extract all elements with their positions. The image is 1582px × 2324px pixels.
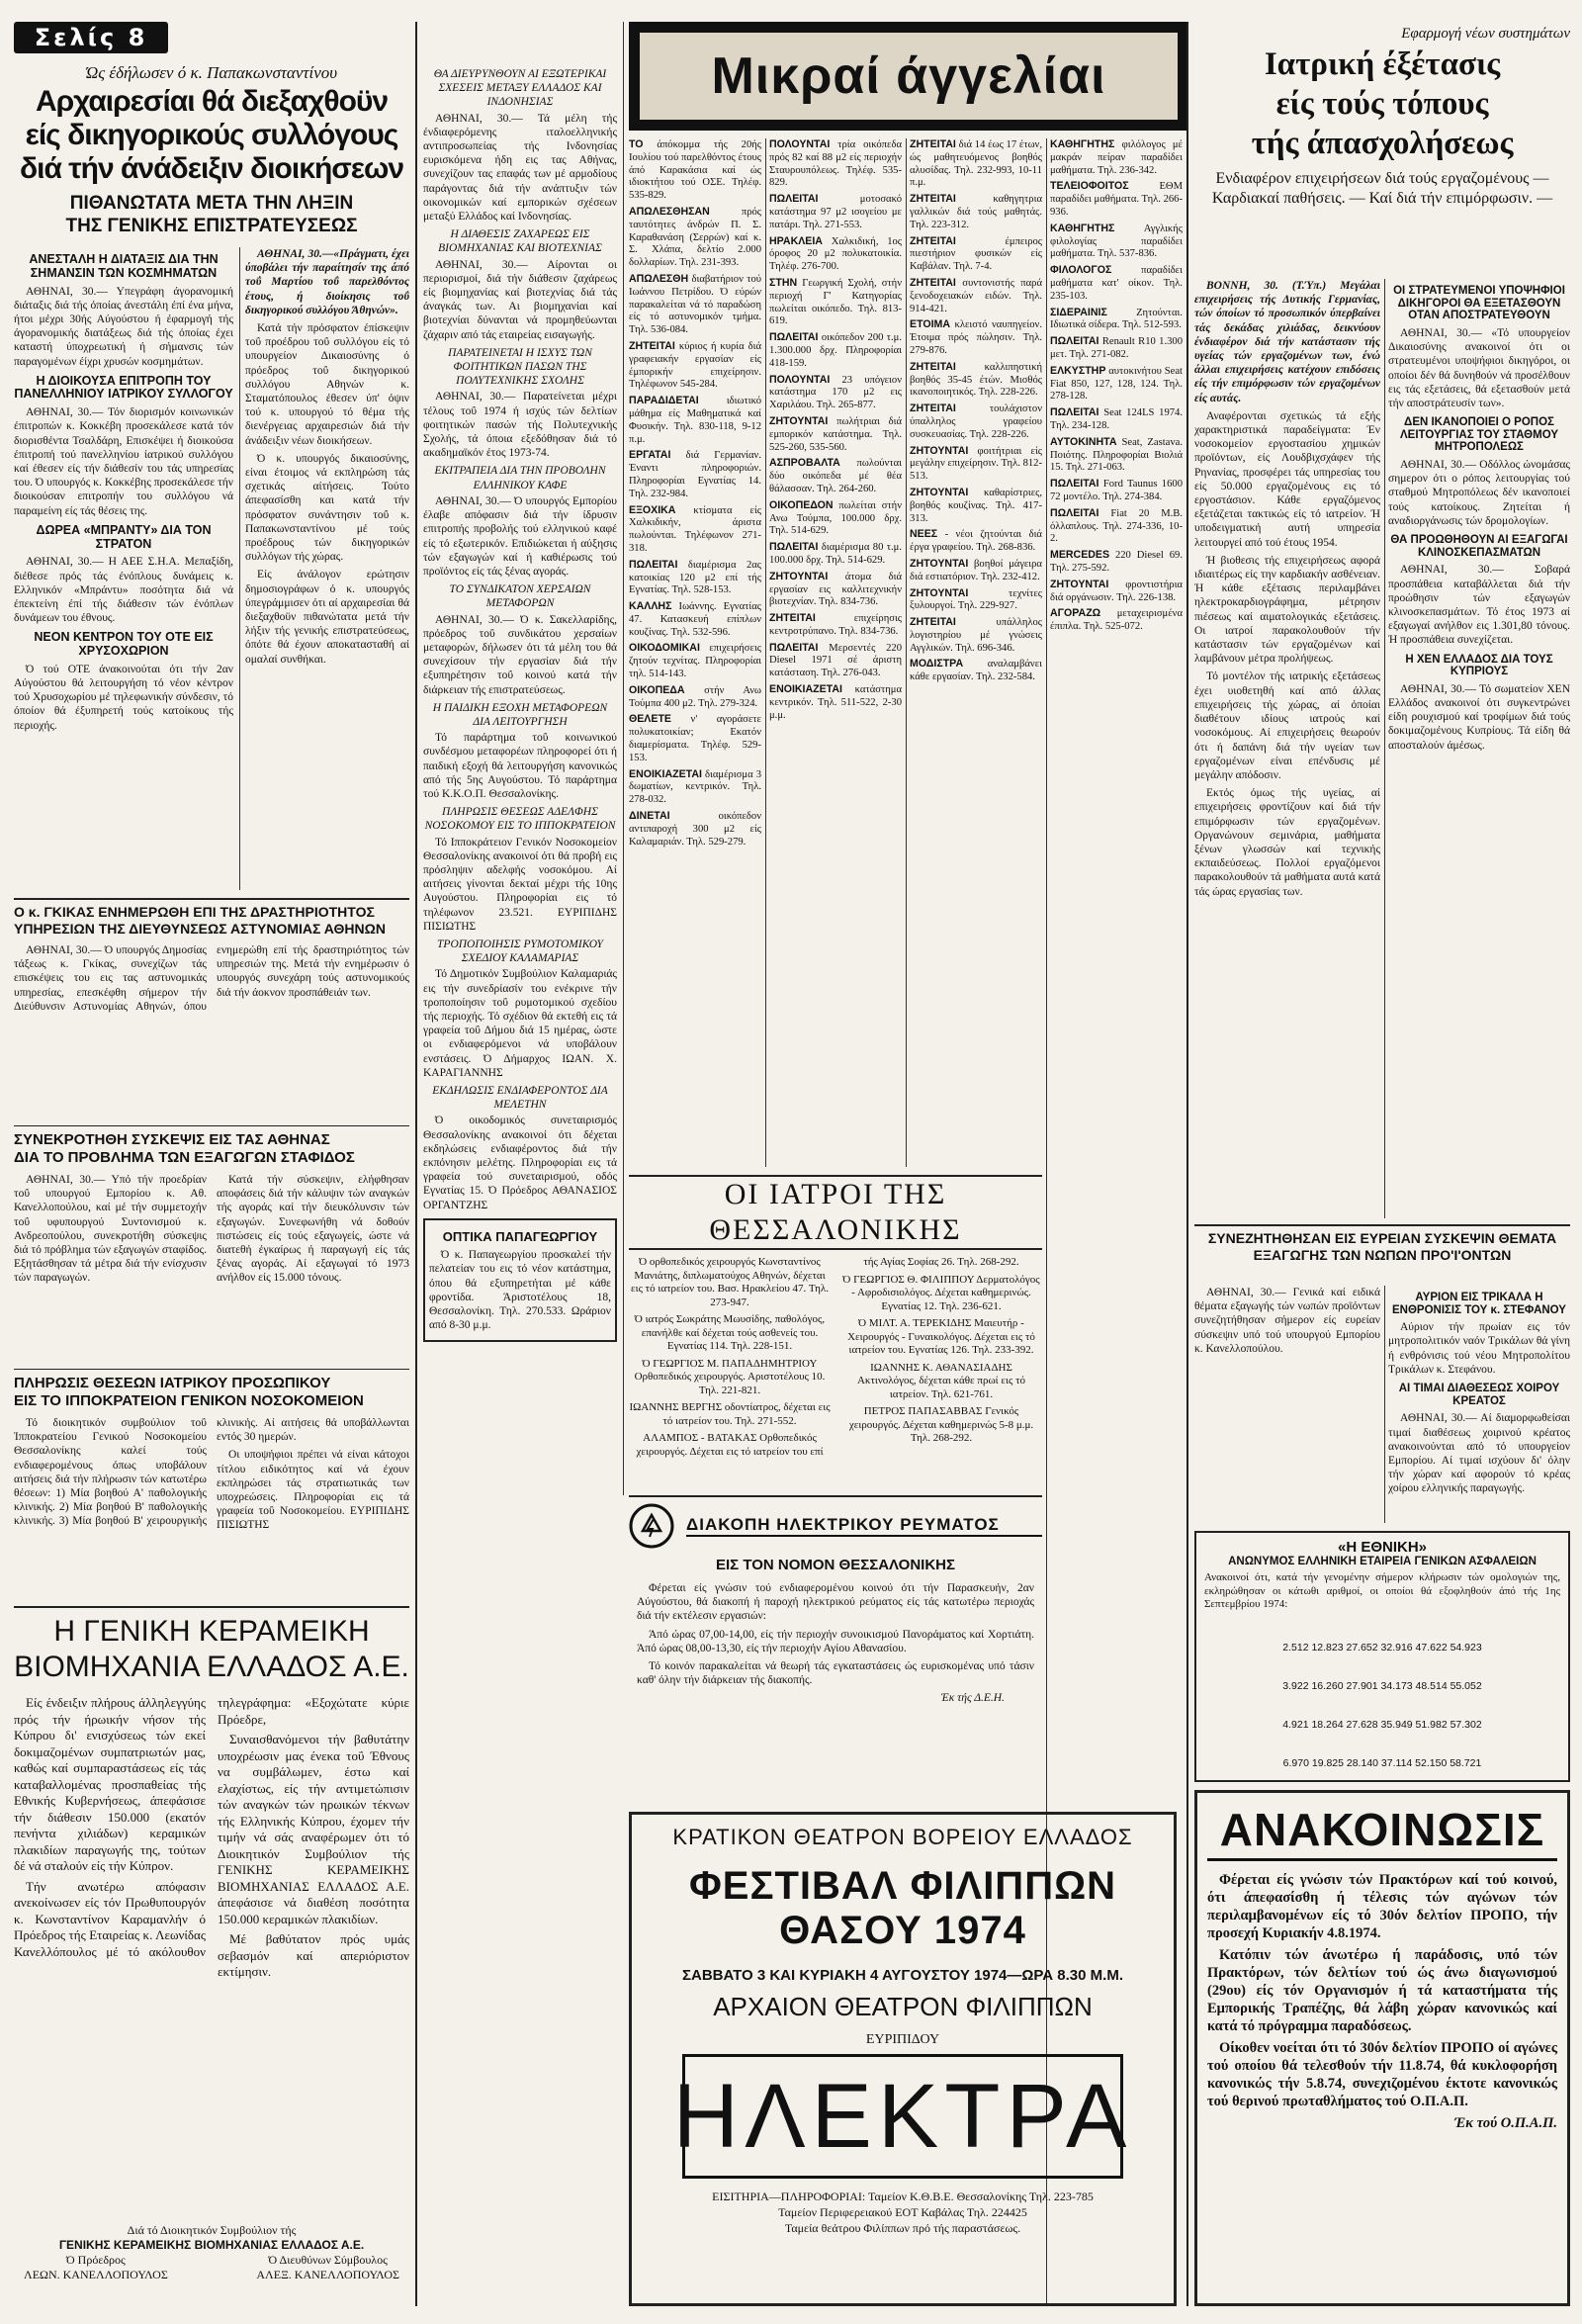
hospital-title-line-1: ΠΛΗΡΩΣΙΣ ΘΕΣΕΩΝ ΙΑΤΡΙΚΟΥ ΠΡΟΣΩΠΙΚΟΥ bbox=[14, 1375, 331, 1391]
brief-paragraph-transport-union: ΑΘΗΝΑΙ, 30.— Ό κ. Σακελλαρίδης, πρόεδρος τοΰ συνδικάτου χερσαίων μεταφορών, δήλωσεν ότι τά μέλη του θά συνεχίσουν τήν εργασίαν διά τήν εξυπηρέτησιν τοΰ κοινού κατά τήν διάρκειαν τής επιστρατεύσεως. bbox=[423, 613, 617, 696]
classified-ad: ΖΗΤΟΥΝΤΑΙ βοηθοί μάγειρα διά εστιατόριον. Τηλ. 232-412. bbox=[910, 557, 1042, 582]
lead-deck bbox=[14, 192, 409, 237]
lead-column-2 bbox=[245, 247, 409, 890]
ceramics-sig-name-1: ΛΕΩΝ. ΚΑΝΕΛΛΟΠΟΥΛΟΣ bbox=[24, 2268, 168, 2281]
power-outage-body bbox=[629, 1581, 1042, 1706]
ceramics-sig-line-1: Διά τό Διοικητικόν Συμβούλιον τής bbox=[127, 2223, 297, 2237]
brief-paragraph-coffee: ΑΘΗΝΑΙ, 30.— Ό υπουργός Εμπορίου έλαβε απόφασιν διά τήν ίδρυσιν επιτροπής προβολής τού ελληνικού καφέ είς τό εξωτερικόν. Επιδιώκεται ή αύξησις τών εξαγωγών καί ή καθιέρωσις τού προϊόντος είς τάς ξένας αγοράς. bbox=[423, 494, 617, 578]
classified-ad: ΟΙΚΟΠΕΔΑ στήν Ανω Τούμπα 400 μ2. Τηλ. 279-324. bbox=[629, 683, 761, 709]
classified-ad: ΣΤΗΝ Γεωργική Σχολή, στήν περιοχή Γ' Κατηγορίας πωλείται οικόπεδο. Τηλ. 813-619. bbox=[769, 276, 902, 327]
right-briefs-lower bbox=[1388, 1286, 1570, 1523]
police-story-title: Ο κ. ΓΚΙΚΑΣ ΕΝΗΜΕΡΩΘΗ ΕΠΙ ΤΗΣ ΔΡΑΣΤΗΡΙΟΤΗΤΟΣ ΥΠΗΡΕΣΙΩΝ ΤΗΣ ΔΙΕΥΘΥΝΣΕΩΣ ΑΣΤΥΝΟΜΙΑΣ ΑΘΗΝΩΝ bbox=[14, 904, 386, 937]
theatre-author: ΕΥΡΙΠΙΔΟΥ bbox=[865, 2032, 940, 2047]
classified-ad: ΠΩΛΕΙΤΑΙ οικόπεδον 200 τ.μ. 1.300.000 δρχ. Πληροφορίαι 418-159. bbox=[769, 331, 902, 369]
insurance-number-row: 3.922 16.260 27.901 34.173 48.514 55.052 bbox=[1282, 1679, 1482, 1692]
theatre-organizer: ΚΡΑΤΙΚΟΝ ΘΕΑΤΡΟΝ ΒΟΡΕΙΟΥ ΕΛΛΑΔΟΣ bbox=[672, 1825, 1133, 1849]
classified-ad: ΖΗΤΕΙΤΑΙ καλλιπηστική βοηθός 35-45 έτών. Μισθός ικανοποιητικός. Τηλ. 228-226. bbox=[910, 360, 1042, 399]
brief-paragraph-children-camp: Τό παράρτημα τοΰ κοινωνικού συνδέσμου μεταφορέων πληροφορεί ότι ή παιδική εξοχή θά λειτουργήση κανονικώς από τής 5ης Αυγούστου. Τό παράρτημα τού Κ.Κ.Ο.Π. Θεσσαλονίκης. bbox=[423, 732, 617, 800]
theatre-festival-ad bbox=[629, 1812, 1177, 2306]
column-rule bbox=[623, 22, 624, 1495]
opap-signature: Έκ τού Ο.Π.Α.Π. bbox=[1454, 2115, 1557, 2131]
brief-title-nurse: ΠΛΗΡΩΣΙΣ ΘΕΣΕΩΣ ΑΔΕΛΦΗΣ ΝΟΣΟΚΟΜΟΥ ΕΙΣ ΤΟ ΙΠΠΟΚΡΑΤΕΙΟΝ bbox=[424, 806, 616, 833]
classified-ad: ΟΙΚΟΠΕΔΟΝ πωλείται στήν Ανω Τούμπα, 100.000 δρχ. Τηλ. 514-629. bbox=[769, 498, 902, 537]
ceramics-title bbox=[14, 1614, 409, 1685]
power-outage-paragraph-1: Φέρεται είς γνώσιν τού ενδιαφερομένου κοινού ότι τήν Παρασκευήν, 2αν Αύγούστου, θά διακοπή ή παροχή ηλεκτρικού ρεύματος είς τάς κατωτέρω περιοχάς διά τήν εκτέλεσιν εργασιών: bbox=[637, 1582, 1034, 1623]
theatre-play-frame bbox=[672, 2054, 1133, 2179]
classified-ad: ΖΗΤΕΙΤΑΙ συντονιστής παρά ξενοδοχειακών ειδών. Τηλ. 914-421. bbox=[910, 276, 1042, 314]
doctor-listing: Ό ιατρός Σωκράτης Μωυσίδης, παθολόγος, επανήλθε καί δέχεται τούς ασθενείς του. Εγνατίας 114. Τηλ. 228-151. bbox=[634, 1313, 826, 1352]
ceramics-sig-row bbox=[14, 2253, 409, 2282]
fresh-produce-title: ΣΥΝΕΖΗΤΗΘΗΣΑΝ ΕΙΣ ΕΥΡΕΙΑΝ ΣΥΣΚΕΨΙΝ ΘΕΜΑΤΑ ΕΞΑΓΩΓΗΣ ΤΩΝ ΝΩΠΩΝ ΠΡΟ'Ι'ΟΝΤΩΝ bbox=[1207, 1230, 1557, 1263]
ceramics-title-line-2: ΒΙΟΜΗΧΑΝΙΑ ΕΛΛΑΔΟΣ Α.Ε. bbox=[14, 1651, 409, 1683]
classified-ad: ΖΗΤΟΥΝΤΑΙ άτομα διά εργασίαν εις καλλιτεχνικήν βιοτεχνίαν. Τηλ. 834-736. bbox=[769, 570, 902, 608]
ceramics-signature bbox=[14, 2223, 409, 2282]
medical-exam-kicker: Εφαρμογή νέων συστημάτων bbox=[1401, 26, 1570, 42]
medical-exam-header bbox=[1194, 22, 1570, 209]
lead-deck-line-1: ΠΙΘΑΝΩΤΑΤΑ ΜΕΤΑ ΤΗΝ ΛΗΞΙΝ bbox=[69, 193, 354, 214]
optics-ad-title: ΟΠΤΙΚΑ ΠΑΠΑΓΕΩΡΓΙΟΥ bbox=[442, 1228, 598, 1244]
hospital-positions-body bbox=[14, 1416, 409, 1533]
medical-exam-title-line-1: Ιατρική έξέτασις bbox=[1264, 46, 1501, 82]
brief-paragraph-lawyers: ΑΘΗΝΑΙ, 30.— «Τό υπουργείον Δικαιοσύνης ανακοινοί ότι οι στρατευμένοι υποψήφιοι δικηγόροι, οι οποίοι δέν θά δυνηθούν νά προσέλθουν εις τάς εξετάσεις, θά εξετασθούν μετά τήν αποστράτευσίν των». bbox=[1388, 326, 1570, 409]
classified-ad: ΟΙΚΟΔΟΜΙΚΑΙ επιχειρήσεις ζητούν τεχνίτας. Πληροφορίαι τηλ. 514-143. bbox=[629, 642, 761, 680]
brief-title-transport-union: ΤΟ ΣΥΝΔΙΚΑΤΟΝ ΧΕΡΣΑΙΩΝ ΜΕΤΑΦΟΡΩΝ bbox=[449, 583, 591, 610]
medical-exam-title-line-3: τής άπασχολήσεως bbox=[1251, 126, 1514, 161]
brief-paragraph-pork-prices: ΑΘΗΝΑΙ, 30.— Αί διαμορφωθείσαι τιμαί διαθέσεως χοιρινού κρέατος ανακοινούνται από τό υπουργείον Εμπορίου. Αί τιμαί ισχύουν δι' όλην τήν χώραν καί αφορούν τό κρέας χοίρου ελληνικής παραγωγής. bbox=[1388, 1412, 1570, 1495]
brief-title-cypriots: Η ΧΕΝ ΕΛΛΑΔΟΣ ΔΙΑ ΤΟΥΣ ΚΥΠΡΙΟΥΣ bbox=[1405, 653, 1553, 678]
insurance-brand: «Η ΕΘΝΙΚΗ» bbox=[1337, 1539, 1428, 1556]
power-outage-paragraph-3: Τό κοινόν παρακαλείται νά θεωρή τάς εγκαταστάσεις ώς ευρισκομένας υπό τάσιν καθ' όλην τήν διάρκειαν τής διακοπής. bbox=[637, 1660, 1034, 1687]
opap-paragraph-1: Φέρεται είς γνώσιν τών Πρακτόρων καί τού κοινού, ότι άπεφασίσθη ή τέλεσις τών αγώνων τών περιλαμβανομένων είς τό 30όν δελτίον ΠΡΟΠΟ, τήν προσεχή Κυριακήν 4.8.1974. bbox=[1207, 1872, 1557, 1941]
raisin-title-line-1: ΣΥΝΕΚΡΟΤΗΘΗ ΣΥΣΚΕΨΙΣ ΕΙΣ ΤΑΣ ΑΘΗΝΑΣ bbox=[14, 1131, 330, 1148]
medical-exam-body bbox=[1194, 279, 1380, 1218]
section-divider bbox=[14, 898, 409, 900]
classifieds-column-1 bbox=[629, 138, 761, 1167]
police-story-paragraph: ΑΘΗΝΑΙ, 30.— Ό υπουργός Δημοσίας τάξεως κ. Γκίκας, συνεχίζων τάς επισκέψεις του εις τας αστυνομικάς υπηρεσίας, επεσκέφθη σήμερον τήν Διεύθυνσιν Αστυνομίας Αθηνών, όπου ενημερώθη επί τής δραστηριότητος τών υπηρεσιών της. Μετά τήν ενημέρωσιν ό υπουργός συνεχάρη τούς αστυνομικούς διά τήν άοκνον προσπάθειάν των. bbox=[14, 944, 409, 1013]
classifieds-banner-inner bbox=[638, 31, 1180, 122]
doctor-listing: Ό ορθοπεδικός χειρουργός Κωνσταντίνος Μανιάτης, διπλωματούχος Αθηνών, δέχεται εις τό ιατρείον του. Βασ. Ηρακλείου 47. Τηλ. 273-947. bbox=[631, 1256, 829, 1308]
classifieds-column-2 bbox=[769, 138, 902, 1167]
ceramics-sig-company: ΓΕΝΙΚΗΣ ΚΕΡΑΜΕΙΚΗΣ ΒΙΟΜΗΧΑΝΙΑΣ ΕΛΛΑΔΟΣ Α.Ε. bbox=[58, 2238, 365, 2252]
theatre-festival-title: ΦΕΣΤΙΒΑΛ ΦΙΛΙΠΠΩΝ ΘΑΣΟΥ 1974 bbox=[688, 1864, 1117, 1952]
column-rule bbox=[1384, 1286, 1385, 1523]
police-story-body bbox=[14, 943, 409, 1014]
raisin-story-body bbox=[14, 1173, 409, 1290]
brief-paragraph-indonesia: ΑΘΗΝΑΙ, 30.— Τά μέλη τής ένδιαφερόμενης ιταλοελληνικής αντιπροσωπείας τής Ινδονησίας ευρισκόμενα ήδη εις τας Αθήνας, συνεχίζουν τας επαφάς των μέ αρμοδίους παράγοντας διά τήν ανάπτυξιν τών οικονομικών καί εμπορικών σχέσεων μεταξύ Ελλάδος καί Ινδονησίας. bbox=[423, 112, 617, 223]
classified-ad: ΕΡΓΑΤΑΙ διά Γερμανίαν. Έναντι πληροφοριών. Πληροφορίαι Εγνατίας 14. Τηλ. 232-984. bbox=[629, 449, 761, 499]
power-outage-paragraph-2: Άπό ώρας 07,00-14,00, είς τήν περιοχήν συνοικισμού Πανοράματος καί Χορτιάτη. Άπό ώρας 08,00-13,30, είς τήν περιοχήν Αγίου Αθανασίου. bbox=[637, 1628, 1034, 1654]
insurance-number-row: 2.512 12.823 27.652 32.916 47.622 54.923 bbox=[1282, 1641, 1482, 1654]
classified-ad: ΕΤΟΙΜΑ κλειστό ναυπηγείον. Έτοιμα πρός πώλησιν. Τηλ. 279-876. bbox=[910, 318, 1042, 356]
doctor-listing: Ό ΓΕΩΡΓΙΟΣ Θ. ΦΙΛΙΠΠΟΥ Δερματολόγος - Αφροδισιολόγος. Δέχεται καθημερινώς. Εγνατίας 12. Τηλ. 236-621. bbox=[842, 1273, 1040, 1312]
classified-ad: MERCEDES 220 Diesel 69. Τηλ. 275-592. bbox=[1050, 549, 1183, 574]
ceramics-title-line-1: Η ΓΕΝΙΚΗ ΚΕΡΑΜΕΙΚΗ bbox=[53, 1615, 370, 1648]
power-outage-label: ΔΙΑΚΟΠΗ ΗΛΕΚΤΡΙΚΟΥ ΡΕΥΜΑΤΟΣ bbox=[686, 1515, 1042, 1537]
classified-ad: ΜΟΔΙΣΤΡΑ αναλαμβάνει κάθε εργασίαν. Τηλ. 232-584. bbox=[910, 658, 1042, 683]
classified-ad: ΤΕΛΕΙΟΦΟΙΤΟΣ ΕΘΜ παραδίδει μαθήματα. Τηλ. 266-936. bbox=[1050, 180, 1183, 218]
classified-ad: ΖΗΤΕΙΤΑΙ κύριος ή κυρία διά γραφειακήν εργασίαν είς έμπορικήν επιχείρησιν. Τηλέφωνον 545-284. bbox=[629, 339, 761, 391]
theatre-ticket-line-3: Ταμεία θεάτρου Φιλίππων πρό τής παραστάσεως. bbox=[784, 2221, 1021, 2235]
classifieds-banner bbox=[629, 22, 1188, 131]
brief-paragraph-kalamaria: Τό Δημοτικόν Συμβούλιον Καλαμαριάς εις τήν συνεδρίασίν του ενέκρινε τήν τροποποίησιν τοΰ ρυμοτομικού σχεδίου τής περιοχής. Τό σχέδιον θά εκτεθή εις τά γραφεία τοΰ Δήμου διά 15 ημέρας, ώστε οι ενδιαφερόμενοι νά υποβάλουν ενστάσεις. Ό Δήμαρχος ΙΩΑΝ. Χ. ΚΑΡΑΓΙΑΝΝΗΣ bbox=[423, 968, 617, 1079]
hospital-paragraph-2: Οι υποψήφιοι πρέπει νά είναι κάτοχοι τίτλου ειδικότητος καί νά έχουν εκπληρώσει τάς στρατιωτικάς των υποχρεώσεις. Πληροφορίαι εις τά γραφεία τοΰ Νοσοκομείου. ΕΥΡΙΠΙΔΗΣ ΠΙΣΙΩΤΗΣ bbox=[217, 1449, 409, 1532]
lead-title-line-2: είς δικηγορικούς συλλόγους bbox=[25, 119, 398, 151]
medical-exam-title-line-2: είς τούς τόπους bbox=[1275, 86, 1489, 122]
classified-ad: ΚΑΘΗΓΗΤΗΣ φιλόλογος μέ μακράν πείραν παραδίδει μαθήματα. Τηλ. 236-342. bbox=[1050, 138, 1183, 176]
raisin-paragraph-2: Κατά τήν σύσκεψιν, ελήφθησαν αποφάσεις διά τήν κάλυψιν τών αναγκών τής αγοράς καί τήν διευκόλυνσιν τών εξαγωγών. Συνεφωνήθη νά δοθούν πιστώσεις είς τούς εξαγωγείς, ώστε νά διατεθή έγκαίρως ή παραγωγή είς τάς ξένας αγοράς. Αί εξαγωγαί τό 1973 ανήλθον είς 15.000 τόνους. bbox=[217, 1174, 409, 1285]
brief-paragraph-trikala: Αύριον τήν πρωίαν εις τόν μητροπολιτικόν ναόν Τρικάλων θά γίνη ή ενθρόνισις τού νέου Μητροπολίτου Τρικάλων κ. Στεφάνου. bbox=[1388, 1321, 1570, 1376]
lead-paragraph-jewellery: ΑΘΗΝΑΙ, 30.— Υπεγράφη άγορανομική διάταξις διά τής όποίας άνεστάλη έπί ένα μήνα, ήτοι μέχρι 30ής Αύγούστου ή έφαρμογή τής άγορανομικής διατάξεως διά τής όποίας έχει καταστή ύποχρεωτική ή σήμανσις τών παραγομένων έίχρι χρυσών κοσμημάτων. bbox=[14, 285, 233, 368]
classified-ad: ΗΡΑΚΛΕΙΑ Χαλκιδική, 1ος όροφος 20 μ2 πολυκατοικία. Τηλέφ. 276-700. bbox=[769, 234, 902, 273]
brief-title-study: ΕΚΔΗΛΩΣΙΣ ΕΝΔΙΑΦΕΡΟΝΤΟΣ ΔΙΑ ΜΕΛΕΤΗΝ bbox=[432, 1085, 608, 1112]
column-rule bbox=[906, 138, 907, 1167]
medical-exam-paragraph-5: Εκτός όμως τής υγείας, αί επιχειρήσεις φροντίζουν καί διά τήν επιμόρφωσιν τών εργαζομένων. Οργανώνουν σεμινάρια, μαθήματα ξένων γλωσσών καί τεχνικής εκπαιδεύσεως. Πολλοί εργαζόμενοι παρακολουθούν τά μαθήματα αυτά κατά τάς ώρας εργασίας των. bbox=[1194, 787, 1380, 898]
doctor-listing: ΑΛΑΜΠΟΣ - ΒΑΤΑΚΑΣ Ορθοπεδικός χειρουργός. Δέχεται εις τό ιατρείον του επί τής Αγίας Σοφίας 26. Τηλ. 268-292. bbox=[636, 1256, 1019, 1458]
optics-ad-text: Ό κ. Παπαγεωργίου προσκαλεί τήν πελατείαν του εις τό νέον κατάστημα, όπου θά εξυπηρετήται μέ κάθε φροντίδα. Άριστοτέλους 18, Θεσσαλονίκη. Τηλ. 270.533. Ωράριον από 8-30 μ.μ. bbox=[429, 1249, 611, 1332]
medical-exam-title bbox=[1194, 45, 1570, 163]
classified-ad: ΠΩΛΕΙΤΑΙ μοτοσακό κατάστημα 97 μ2 ισογείου με πατάρι. Τηλ. 271-553. bbox=[769, 193, 902, 230]
brief-paragraph-student-passes: ΑΘΗΝΑΙ, 30.— Παρατείνεται μέχρι τέλους τοΰ 1974 ή ισχύς τών δελτίων φοιτητικών πασών τής Πολυτεχνικής Σχολής, τά όποια εξεδόθησαν διά τό ακαδημαϊκόν έτος 1973-74. bbox=[423, 391, 617, 460]
classified-ad: ΑΓΟΡΑΖΩ μεταχειρισμένα έπιπλα. Τηλ. 525-072. bbox=[1050, 607, 1183, 633]
lead-story-header bbox=[14, 59, 409, 237]
ceramics-paragraph-3: Συναισθανόμενοι τήν βαθυτάτην υποχρέωσιν μας ένεκα τοΰ Έθνους να συμβάλωμεν, έστω καί ελαχίστως, είς τήν αντιμετώπισιν τών αναγκών τών ηρωικών τέκνων τής Ελληνικής Κύπρου, έχομεν τήν τιμήν νά σάς αναφέρωμεν ότι τό Διοικητικόν Συμβούλιον τής ΓΕΝΙΚΗΣ ΚΕΡΑΜΕΙΚΗΣ ΒΙΟΜΗΧΑΝΙΑΣ ΕΛΛΑΔΟΣ Α.Ε. άπεφάσισε νά διαθέση ποσότητα 150.000 κεραμικών πλακιδίων. bbox=[218, 1732, 409, 1926]
medical-exam-paragraph-3: Ή βιοθεσις τής επιχειρήσεως αφορά ιδιαιτέρως είς την καρδιακήν ασθένειαν. Ή κάθε εξέτασις περιλαμβάνει ηλεκτροκαρδιογράφημα, μέτρησιν πιέσεως καί αιματολογικάς εξετάσεις. Οι ιατροί παρακολουθούν τήν κατάστασιν τών εργαζομένων καί λαμβάνουν μέτρα προλήψεως. bbox=[1194, 554, 1380, 666]
classified-ad: ΠΑΡΑΔΙΔΕΤΑΙ ιδιωτικό μάθημα είς Μαθηματικά καί Φυσικήν. Τηλ. 830-118, 9-12 π.μ. bbox=[629, 395, 761, 445]
classified-ad: ΖΗΤΕΙΤΑΙ υπάλληλος λογιστηρίου μέ γνώσεις Αγγλικών. Τηλ. 696-346. bbox=[910, 616, 1042, 654]
column-rule bbox=[765, 138, 766, 1167]
insurance-numbers bbox=[1204, 1616, 1560, 1783]
classified-ad: ΚΑΛΛΗΣ Ιωάννης. Εγνατίας 47. Κατασκευή επίπλων κουζίνας. Τηλ. 532-596. bbox=[629, 600, 761, 638]
opap-paragraph-3: Οίκοθεν νοείται ότι τό 30όν δελτίον ΠΡΟΠΟ οί αγώνες τού οποίου θά τελεσθούν τήν 11.8.74, θά κυκλοφορήση κανονικώς τήν 5.8.74, συνεχιζομένου έκτοτε κανονικώς τού θερινού πρωταθλήματος τού Ο.Π.Α.Π. bbox=[1207, 2040, 1557, 2109]
raisin-title-line-2: ΔΙΑ ΤΟ ΠΡΟΒΛΗΜΑ ΤΩΝ ΕΞΑΓΩΓΩΝ ΣΤΑΦΙΔΟΣ bbox=[14, 1149, 355, 1166]
right-briefs-column bbox=[1388, 279, 1570, 1218]
classified-ad: ΔΙΝΕΤΑΙ οικόπεδον αντιπαροχή 300 μ2 είς Καλαμαριάν. Τηλ. 529-279. bbox=[629, 810, 761, 848]
brief-paragraph-bedding-exports: ΑΘΗΝΑΙ, 30.— Σοβαρά προσπάθεια καταβάλλεται διά τήν προώθησιν τών εξαγωγών κλινοσκεπασμάτων. Τό έτος 1973 αί εξαγωγαί ανήλθον εις 1.301,80 τόνους. Ή προσπάθεια συνεχίζεται. bbox=[1388, 564, 1570, 647]
classified-ad: ΠΩΛΕΙΤΑΙ Ford Taunus 1600 72 μοντέλο. Τηλ. 274-384. bbox=[1050, 478, 1183, 502]
medical-exam-deck: Ενδιαφέρον επιχειρήσεων διά τούς εργαζομένους — Καρδιακαί παθήσεις. — Καί διά τήν επιμόρφωσιν. — bbox=[1211, 170, 1553, 207]
medical-exam-paragraph-2: Αναφέρονται σχετικώς τά εξής χαρακτηριστικά παραδείγματα: Έν νοσοκομείον εργοστασίου χημικών προϊόντων, είς Λουδβιχσχάφεν τής Ρηνανίας, προσφέρει τάς υπηρεσίας του είς 50.000 εργαζομένους εις τό εργοστάσιον. Κάθε εργαζόμενος εξετάζεται τακτικώς είς τό ιατρείον. Ή υποδειγματική αυτή υπηρεσία λειτουργεί από τού έτους 1954. bbox=[1194, 409, 1380, 549]
classified-ad: ΖΗΤΕΙΤΑΙ επιχείρησις κεντροτρύπανο. Τηλ. 834-736. bbox=[769, 612, 902, 637]
lead-subhead-ote: ΝΕΟΝ ΚΕΝΤΡΟΝ ΤΟΥ ΟΤΕ ΕΙΣ ΧΡΥΣΟΧΩΡΙΟΝ bbox=[34, 630, 214, 659]
classified-ad: ΖΗΤΟΥΝΤΑΙ πωλήτριαι διά εμπορικόν κατάστημα. Τηλ. 525-260, 535-560. bbox=[769, 414, 902, 453]
classified-ad: ΕΝΟΙΚΙΑΖΕΤΑΙ διαμέρισμα 3 δωματίων, κεντρικόν. Τηλ. 278-032. bbox=[629, 767, 761, 806]
section-divider bbox=[14, 1125, 409, 1126]
doctor-listing: ΠΕΤΡΟΣ ΠΑΠΑΣΑΒΒΑΣ Γενικός χειρουργός. Δέχεται καθημερινώς 5-8 μ.μ. Τηλ. 268-292. bbox=[848, 1405, 1034, 1444]
lead-subhead-medical-association: Η ΔΙΟΙΚΟΥΣΑ ΕΠΙΤΡΟΠΗ ΤΟΥ ΠΑΝΕΛΛΗΝΙΟΥ ΙΑΤΡΙΚΟΥ ΣΥΛΛΟΓΟΥ bbox=[14, 373, 233, 402]
section-divider bbox=[14, 1369, 409, 1370]
column-rule bbox=[1186, 22, 1188, 2306]
brief-paragraph-nurse: Τό Ιπποκράτειον Γενικόν Νοσοκομείον Θεσσαλονίκης ανακοινοί ότι θά προβή εις πρόσληψιν αδελφής νοσοκόμου. Αί αιτήσεις γίνονται δεκταί μέχρι τής 10ης Αυγούστου. Πληροφορίαι εις τό τηλέφωνον 23.521. ΕΥΡΙΠΙΔΗΣ ΠΙΣΙΩΤΗΣ bbox=[423, 836, 617, 933]
page-number-label: Σελίς 8 bbox=[14, 22, 168, 53]
hospital-positions-story bbox=[14, 1375, 409, 1602]
classified-ad: ΠΩΛΕΙΤΑΙ Μερσεντές 220 Diesel 1971 σέ άριστη κατάσταση. Τηλ. 276-043. bbox=[769, 641, 902, 679]
insurance-number-row: 6.970 19.825 28.140 37.114 52.150 58.721 bbox=[1282, 1756, 1482, 1769]
doctor-listing: Ό ΜΙΛΤ. Α. ΤΕΡΕΚΙΔΗΣ Μαιευτήρ - Χειρουργός - Γυναικολόγος. Δέχεται εις τό ιατρείον του. Εγνατίας 126. Τηλ. 233-392. bbox=[847, 1317, 1035, 1356]
fresh-produce-title-block bbox=[1194, 1230, 1570, 1286]
ceramics-paragraph-2: Τήν ανωτέρω απόφασιν ανεκοίνωσεν είς τόν Πρωθυπουργόν κ. Κωνσταντίνον Καραμανλήν ό Πρόεδρος τής Εταιρείας κ. Λεωνίδας Κανελλόπουλος μέ τό ακόλουθον τηλεγράφημα: «Εξοχώτατε κύριε Πρόεδρε, bbox=[14, 1695, 409, 1959]
theatre-dates: ΣΑΒΒΑΤΟ 3 ΚΑΙ ΚΥΡΙΑΚΗ 4 ΑΥΓΟΥΣΤΟΥ 1974—ΩΡΑ 8.30 Μ.Μ. bbox=[682, 1967, 1123, 1984]
classified-ad: ΖΗΤΟΥΝΤΑΙ τεχνίτες ξυλουργοί. Τηλ. 229-927. bbox=[910, 586, 1042, 612]
theatre-ticket-line-1: ΕΙΣΙΤΗΡΙΑ—ΠΛΗΡΟΦΟΡΙΑΙ: Ταμείον Κ.Θ.Β.Ε. Θεσσαλονίκης Τηλ. 223-785 bbox=[712, 2190, 1094, 2203]
lead-kicker: Ώς έδήλωσεν ό κ. Παπακωνσταντίνου bbox=[85, 63, 338, 82]
classified-ad: ΠΟΛΟΥΝΤΑΙ 23 υπόγειον κατάστημα 170 μ2 εις Χαριλάου. Τηλ. 265-877. bbox=[769, 373, 902, 411]
doctors-title: ΟΙ ΙΑΤΡΟΙ ΤΗΣ ΘΕΣΣΑΛΟΝΙΚΗΣ bbox=[629, 1175, 1042, 1250]
classified-ad: ΣΙΔΕΡΑΙΝΙΣ Ζητούνται. Ιδιωτικά σίδερα. Τηλ. 512-593. bbox=[1050, 306, 1183, 331]
ceramics-sig-role-2: Ό Διευθύνων Σύμβουλος bbox=[268, 2253, 388, 2267]
classified-ad: ΕΝΟΙΚΙΑΖΕΤΑΙ κατάστημα κεντρικόν. Τηλ. 511-522, 2-30 μ.μ. bbox=[769, 683, 902, 721]
doctor-listing: ΙΩΑΝΝΗΣ Κ. ΑΘΑΝΑΣΙΑΔΗΣ Ακτινολόγος, δέχεται κάθε πρωί εις τό ιατρείον. Τηλ. 621-761. bbox=[856, 1361, 1026, 1400]
lead-title bbox=[14, 85, 409, 186]
classifieds-title: Μικραί άγγελίαι bbox=[711, 47, 1106, 105]
power-outage-notice bbox=[629, 1495, 1042, 1814]
classifieds-column-4 bbox=[1050, 138, 1183, 1167]
lead-deck-line-2: ΤΗΣ ΓΕΝΙΚΗΣ ΕΠΙΣΤΡΑΤΕΥΣΕΩΣ bbox=[65, 216, 358, 236]
classified-ad: ΠΟΛΟΥΝΤΑΙ τρία οικόπεδα πρός 82 καί 88 μ2 είς περιοχήν Σταυρουπόλεως. Τηλέφ. 535-829. bbox=[769, 138, 902, 189]
classified-ad: ΚΑΘΗΓΗΤΗΣ Αγγλικής φιλολογίας παραδίδει μαθήματα. Τηλ. 537-836. bbox=[1050, 222, 1183, 260]
briefs-column bbox=[423, 63, 617, 2306]
ceramics-sig-role-1: Ό Πρόεδρος bbox=[66, 2253, 126, 2267]
insurance-notice bbox=[1194, 1531, 1570, 1782]
opap-paragraph-2: Κατόπιν τών άνωτέρω ή παράδοσις, υπό τών Πρακτόρων, τών δελτίων τού ώς άνω διαγωνισμού (29ου) είς τόν Οργανισμόν ή τά καταστήματα τής Εμπορικής Τραπέζης, θά λάβη χώραν κανονικώς καί κατά τό πρόγραμμα παραδόσεως. bbox=[1207, 1947, 1557, 2034]
brief-paragraph-cypriots: ΑΘΗΝΑΙ, 30.— Τό σωματείον ΧΕΝ Ελλάδος ανακοινοί ότι συγκεντρώνει είδη ρουχισμού καί τροφίμων διά τούς δοκιμαζομένους Κυπρίους. Τά είδη θά αποσταλούν άμέσως. bbox=[1388, 682, 1570, 752]
opap-announcement-title: ΑΝΑΚΟΙΝΩΣΙΣ bbox=[1207, 1801, 1557, 1861]
section-divider bbox=[14, 1606, 409, 1608]
lead-col2-intro: ΑΘΗΝΑΙ, 30.—«Πράγματι, έχει ύποβάλει τήν παραίτησίν της άπό τοΰ Μαρτίου τοΰ παρελθόντος έτους, ή διοίκησις τοΰ δικηγορικού συλλόγου Άθηνών». bbox=[245, 248, 409, 316]
classified-ad: ΠΩΛΕΙΤΑΙ Seat 124LS 1974. Τηλ. 234-128. bbox=[1050, 406, 1183, 431]
classified-ad: ΖΗΤΟΥΝΤΑΙ καθαρίστριες, βοηθός κουζίνας. Τηλ. 417-313. bbox=[910, 486, 1042, 524]
lead-subhead-jewellery: ΑΝΕΣΤΑΛΗ Η ΔΙΑΤΑΞΙΣ ΔΙΑ ΤΗΝ ΣΗΜΑΝΣΙΝ ΤΩΝ ΚΟΣΜΗΜΑΤΩΝ bbox=[29, 252, 219, 280]
classified-ad: ΘΕΛΕΤΕ ν' αγοράσετε πολυκατοικίαν; Εκατόν διαμερίσματα. Τηλέφ. 529-153. bbox=[629, 713, 761, 763]
brief-title-sugar: Η ΔΙΑΘΕΣΙΣ ΖΑΧΑΡΕΩΣ ΕΙΣ ΒΙΟΜΗΧΑΝΙΑΣ ΚΑΙ ΒΙΟΤΕΧΝΙΑΣ bbox=[438, 228, 602, 255]
theatre-venue: ΑΡΧΑΙΟΝ ΘΕΑΤΡΟΝ ΦΙΛΙΠΠΩΝ bbox=[713, 1992, 1093, 2021]
lead-column-1 bbox=[14, 247, 233, 890]
column-rule bbox=[239, 247, 240, 890]
classified-ad: ΖΗΤΕΙΤΑΙ έμπειρος πιεστήριον φυσικών είς Καβάλαν. Τηλ. 7-4. bbox=[910, 234, 1042, 273]
classified-ad: ΑΣΠΡΟΒΑΛΤΑ πωλούνται δύο οικόπεδα μέ θέα θάλασσαν. Τηλ. 264-260. bbox=[769, 457, 902, 494]
classified-ad: ΠΩΛΕΙΤΑΙ διαμέρισμα 80 τ.μ. 100.000 δρχ. Τηλ. 514-629. bbox=[769, 541, 902, 566]
brief-title-trikala: ΑΥΡΙΟΝ ΕΙΣ ΤΡΙΚΑΛΑ Η ΕΝΘΡΟΝΙΣΙΣ ΤΟΥ κ. ΣΤΕΦΑΝΟΥ bbox=[1392, 1292, 1566, 1316]
column-rule bbox=[1384, 279, 1385, 1218]
hospital-positions-title bbox=[14, 1375, 409, 1410]
lead-col2-paragraph-3: Είς άνάλογον ερώτησιν δημοσιογράφων ό κ. υπουργός ύπεγράμμισεν ότι αί αρχαιρεσίαι θά διεξαχθοϋν πιθανώτατα μετά τήν λήξιν τής γενικής επιστρατεύσεως, όπότε θά έχουν αποκατασταθή αί ομαλαί συνθήκαι. bbox=[245, 569, 409, 666]
fresh-produce-body bbox=[1194, 1286, 1380, 1523]
opap-announcement bbox=[1194, 1790, 1570, 2306]
lead-title-line-1: Αρχαιρεσίαι θά διεξαχθοϋν bbox=[35, 85, 389, 118]
power-outage-header bbox=[629, 1503, 1042, 1549]
doctors-listings bbox=[629, 1256, 1042, 1459]
lead-paragraph-brandy: ΑΘΗΝΑΙ, 30.— Η ΑΕΕ Σ.Η.Α. Μεπαξίδη, διέθεσε πρός τάς ένόπλους δυνάμεις κ. Ελληνικόν «Μπράντυ» ποσότητα διά νά έπεκτείνη έπί τής διάθεσιν τών ένόπλων δυνάμεων του έθνους. bbox=[14, 556, 233, 625]
brief-title-student-passes: ΠΑΡΑΤΕΙΝΕΤΑΙ Η ΙΣΧΥΣ ΤΩΝ ΦΟΙΤΗΤΙΚΩΝ ΠΑΣΩΝ ΤΗΣ ΠΟΛΥΤΕΧΝΙΚΗΣ ΣΧΟΛΗΣ bbox=[448, 346, 592, 388]
ceramics-sig-name-2: ΑΛΕΞ. ΚΑΝΕΛΛΟΠΟΥΛΟΣ bbox=[256, 2268, 399, 2281]
ceramics-paragraph-4: Μέ βαθύτατον πρός υμάς σεβασμόν καί απεριόριστον εκτίμησιν. bbox=[218, 1931, 409, 1979]
hospital-title-line-2: ΕΙΣ ΤΟ ΙΠΠΟΚΡΑΤΕΙΟΝ ΓΕΝΙΚΟΝ ΝΟΣΟΚΟΜΕΙΟΝ bbox=[14, 1392, 364, 1409]
brief-title-indonesia: ΘΑ ΔΙΕΥΡΥΝΘΟΥΝ ΑΙ ΕΞΩΤΕΡΙΚΑΙ ΣΧΕΣΕΙΣ ΜΕΤΑΞΥ ΕΛΛΑΔΟΣ ΚΑΙ ΙΝΔΟΝΗΣΙΑΣ bbox=[433, 68, 607, 109]
medical-exam-paragraph-4: Τό μοντέλον τής ιατρικής εξετάσεως έχει υιοθετηθή καί από άλλας επιχειρήσεις τής χώρας, αί όποίαι διαθέτουν ιδίους ιατρούς καί νοσοκόμους. Αί επιχειρήσεις θεωρούν ότι ή δαπάνη διά τήν υγείαν των εργαζομένων είναι επένδυσις μέ μεγάλην απόδοσιν. bbox=[1194, 670, 1380, 781]
brief-title-kalamaria: ΤΡΟΠΟΠΟΙΗΣΙΣ ΡΥΜΟΤΟΜΙΚΟΥ ΣΧΕΔΙΟΥ ΚΑΛΑΜΑΡΙΑΣ bbox=[437, 938, 603, 965]
classified-ad: ΖΗΤΟΥΝΤΑΙ φροντιστήρια διά οργάνωσιν. Τηλ. 226-138. bbox=[1050, 578, 1183, 603]
brief-title-coffee: ΕΚΙΤΡΑΠΕΙΑ ΔΙΑ ΤΗΝ ΠΡΟΒΟΛΗΝ ΕΛΛΗΝΙΚΟΥ ΚΑΦΕ bbox=[434, 465, 606, 492]
lead-paragraph-ote: Ό τού ΟΤΕ άνακοινούται ότι τήν 2αν Αύγούστου θά λειτουργήση τό νέον κέντρον τού Χρυσοχωρίου μέ τηλεφωνικήν σύνδεσιν, τό όποίον θά έξυπηρετή τούς κατοίκους τής περιοχής. bbox=[14, 663, 233, 732]
classified-ad: ΠΩΛΕΙΤΑΙ Renault R10 1.300 μετ. Τηλ. 271-082. bbox=[1050, 335, 1183, 360]
insurance-company-name: ΑΝΩΝΥΜΟΣ ΕΛΛΗΝΙΚΗ ΕΤΑΙΡΕΙΑ ΓΕΝΙΚΩΝ ΑΣΦΑΛΕΙΩΝ bbox=[1228, 1556, 1537, 1567]
classified-ad: ΕΞΟΧΙΚΑ κτίσματα είς Χαλκιδικήν, άριστα πωλούνται. Τηλέφωνον 271-318. bbox=[629, 503, 761, 554]
section-divider bbox=[1194, 1224, 1570, 1226]
police-story bbox=[14, 904, 409, 1121]
brief-title-metro-station: ΔΕΝ ΙΚΑΝΟΠΟΙΕΙ Ο ΡΟΠΟΣ ΛΕΙΤΟΥΡΓΙΑΣ ΤΟΥ ΣΤΑΘΜΟΥ ΜΗΤΡΟΠΟΛΕΩΣ bbox=[1399, 416, 1559, 454]
brief-title-bedding-exports: ΘΑ ΠΡΟΩΘΗΘΟΥΝ ΑΙ ΕΞΑΓΩΓΑΙ ΚΛΙΝΟΣΚΕΠΑΣΜΑΤΩΝ bbox=[1390, 534, 1568, 559]
classified-ad: ΖΗΤΕΙΤΑΙ καθηγητρια γαλλικών διά τούς μαθητάς. Τηλ. 223-312. bbox=[910, 193, 1042, 230]
classified-ad: ΠΩΛΕΙΤΑΙ διαμέρισμα 2ας κατοικίας 120 μ2 επί τής Εγνατίας. Τηλ. 528-153. bbox=[629, 558, 761, 596]
ceramics-announcement bbox=[14, 1614, 409, 2306]
lead-title-line-3: διά τήν άνάδειξιν διοικήσεων bbox=[19, 152, 404, 185]
power-outage-subtitle: ΕΙΣ ΤΟΝ ΝΟΜΟΝ ΘΕΣΣΑΛΟΝΙΚΗΣ bbox=[715, 1557, 955, 1573]
insurance-number-row: 4.921 18.264 27.628 35.949 51.982 57.302 bbox=[1282, 1718, 1482, 1731]
brief-title-lawyers: ΟΙ ΣΤΡΑΤΕΥΜΕΝΟΙ ΥΠΟΨΗΦΙΟΙ ΔΙΚΗΓΟΡΟΙ ΘΑ ΕΞΕΤΑΣΘΟΥΝ ΟΤΑΝ ΑΠΟΣΤΡΑΤΕΥΘΟΥΝ bbox=[1393, 285, 1565, 322]
ceramics-paragraph-1: Είς ένδειξιν πλήρους άλληλεγγύης πρός τήν ήρωικήν νήσον τής Κύπρου δι' ενισχύσεως τών εκεί δοκιμαζομένων συμπατριωτών μας, καθώς καί συμπαραστάσεως είς τάς καταβαλλομένας προσπαθείας τής Εθνικής Κυβερνήσεως, άπεφάσισε τήν διάθεσιν 150.000 (εκατόν πενήντα χιλιάδων) κεραμικών πλακιδίων παραγωγής της, τούτων δέ νά σταλούν είς τήν Κύπρον. bbox=[14, 1695, 206, 1873]
column-rule bbox=[415, 22, 417, 2306]
classified-ad: ΖΗΤΟΥΝΤΑΙ φοιτήτριαι είς μεγάλην επιχείρησιν. Τηλ. 812-513. bbox=[910, 444, 1042, 483]
fresh-produce-paragraph: ΑΘΗΝΑΙ, 30.— Γενικά καί ειδικά θέματα εξαγωγής τών νωπών προϊόντων συνεζητήθησαν σήμερον είς ευρείαν σύσκεψιν υπό τού υπουργού Εμπορίου κ. Κανελλοπούλου. bbox=[1194, 1287, 1380, 1355]
insurance-text: Ανακοινοί ότι, κατά τήν γενομένην σήμερον κλήρωσιν τών ομολογιών της, εκληρώθησαν οι κάτωθι αριθμοί, οι οποίοι θά εξοφληθούν άπό τής 1ης Σεπτεμβρίου 1974: bbox=[1204, 1571, 1560, 1610]
classified-ad: ΖΗΤΕΙΤΑΙ διά 14 έως 17 έτων, ώς μαθητευόμενος βοηθός αλυσίδας. Τηλ. 232-993, 10-11 π.μ. bbox=[910, 138, 1042, 189]
brief-paragraph-sugar: ΑΘΗΝΑΙ, 30.— Αίρονται οι περιορισμοί, διά τήν διάθεσιν ζαχάρεως είς βιομηχανίας καί βιοτεχνίας διά τάς άναγκάς των. Αι βιομηχανίαι καί βιοτεχνίαι δύνανται νά προμηθεύωνται ζάχαριν από τάς εταιρείας εισαγωγής. bbox=[423, 258, 617, 341]
classified-ad: ΑΥΤΟΚΙΝΗΤΑ Seat, Zastava. Ποιότης. Πληροφορίαι Βιολιά 15. Τηλ. 271-063. bbox=[1050, 435, 1183, 474]
lead-paragraph-medical-association: ΑΘΗΝΑΙ, 30.— Τόν διορισμόν κοινωνικών έπιτροπών κ. Κοκκέβη προσεκάλεσε κατά τόν διορισθέντα Τσαλδάρη, Επισκέψει ή διοικούσα έπιτροπή τού πανελληνίου ίατρικού συλλόγου καί έθεσεν είς τήν διάθεσίν του τάς υπηρεσίας του. Ό υπουργός κ. Κοκκέβης προσεκάλεσε τήν διοικούσαν επιτροπήν του συλλόγου νά παραμείνη είς τάς θέσεις της. bbox=[14, 406, 233, 517]
classified-ad: ΝΕΕΣ - νέοι ζητούνται διά έργα γραφείου. Τηλ. 268-836. bbox=[910, 528, 1042, 554]
classified-ad: ΤΟ άπόκομμα τής 20ής Ιουλίου τού παρελθόντος έτους άπό Καρακάσια καί ώς ιδιοκτήτου τού ΟΣΕ. Τηλέφ. 535-829. bbox=[629, 138, 761, 202]
ceramics-body bbox=[14, 1695, 409, 2219]
lead-subhead-brandy: ΔΩΡΕΑ «ΜΠΡΑΝΤΥ» ΔΙΑ ΤΟΝ ΣΤΡΑΤΟΝ bbox=[36, 522, 212, 551]
classified-ad: ΑΠΩΛΕΣΘΗ διαβατήριον τού Ιωάννου Πετρίδου. Ό εύρών παρακαλείται νά τό παραδώση είς τό αστυνομικόν τμήμα. Τηλ. 536-084. bbox=[629, 272, 761, 336]
classified-ad: ΠΩΛΕΙΤΑΙ Fiat 20 Μ.Β. όλλαπλους. Τηλ. 274-336, 10-2. bbox=[1050, 506, 1183, 545]
brief-paragraph-metro-station: ΑΘΗΝΑΙ, 30.— Οδόλλος ώνομάσας σημερον ότι ο ρόπος λειτουργίας τού σταθμού Μητροπόλεως δέν ικανοποιεί τούς κατοίκους. Ζητείται ή αναδιοργάνωσις τών δρομολογίων. bbox=[1388, 459, 1570, 527]
medical-exam-paragraph-1: ΒΟΝΝΗ, 30. (Τ.Ύπ.) Μεγάλαι επιχειρήσεις τής Δυτικής Γερμανίας, τών όποίων τό προσωπικόν ύπερβαίνει τάς δεκάδας χιλιάδας, δεικνύουν ένδιαφέρον διά τήν κατάστασιν τής υγείας τών εργαζομένων των, ένώ άλλαι επιχειρήσεις κατέχουν επιδόσεις είς τήν επιμόρφωσιν τών εργαζομένων είς αυτάς. bbox=[1194, 280, 1380, 404]
raisin-story-title bbox=[14, 1131, 409, 1167]
theatre-play-title: ΗΛΕΚΤΡΑ bbox=[672, 2066, 1133, 2167]
brief-paragraph-study: Ό οικοδομικός συνεταιρισμός Θεσσαλονίκης ανακοινοί ότι δέχεται εκδηλώσεις ενδιαφέροντος διά τήν εκπόνησιν μελέτης. Πληροφορίαι εις τά γραφεία τού συνεταιρισμού, οδός Εγνατίας 15. Ό Πρόεδρος ΑΘΑΝΑΣΙΟΣ ΟΡΓΑΝΤΖΗΣ bbox=[423, 1115, 617, 1211]
lead-col2-paragraph-2: Ό κ. υπουργός δικαιοσύνης, είναι έτοιμος νά εκπληρώση τάς σχετικάς αίτήσεις. Τούτο άπεφασίσθη και κατά τήν πρόσφατον συνάντησιν τοΰ κ. Παπακωνσταντίνου μέ τούς προέδρους τών δικηγορικών συλλόγων τής χώρας. bbox=[245, 452, 409, 564]
classified-ad: ΕΛΚΥΣΤΗΡ αυτοκινήτου Seat Fiat 850, 127, 128, 124. Τηλ. 278-128. bbox=[1050, 364, 1183, 402]
doctor-listing: ΙΩΑΝΝΗΣ ΒΕΡΓΗΣ οδοντίατρος, δέχεται εις τό ιατρείον του. Τηλ. 271-552. bbox=[629, 1401, 831, 1427]
theatre-ticket-info bbox=[632, 2189, 1174, 2236]
hospital-paragraph-1: Τό διοικητικόν συμβούλιον τοΰ Ίπποκρατείου Γενικού Νοσοκομείου Θεσσαλονίκης καλεί τούς ενδιαφερομένους όπως υποβάλουν αιτήσεις διά τήν πλήρωσιν τών κατωτέρω θέσεων: 1) Μία βοηθού Α' παθολογικής κλινικής. 2) Μία βοηθού Β' παθολογικής κλινικής. 3) Μία βοηθού Β' χειρουργικής κλινικής. Αί αιτήσεις θά υποβάλλωνται εντός 30 ημερών. bbox=[14, 1417, 409, 1528]
power-outage-signature: Έκ τής Δ.Ε.Η. bbox=[940, 1692, 1005, 1705]
classifieds-column-3 bbox=[910, 138, 1042, 1167]
lead-col2-paragraph-1: Κατά τήν πρόσφατον έπίσκεψιν τοΰ προέδρου τοΰ συλλόγου είς τό υπουργείον Δικαιοσύνης ό πρόεδρος τοΰ δικηγορικού συλλόγου Αθηνών κ. Σταματόπουλος έθεσεν ύπ' όψιν τού κ. υπουργού τό θέμα τής διενέργειας αρχαιρεσιών διά τήν άνάδειξιν νέων διοικήσεων. bbox=[245, 322, 409, 447]
doctors-section bbox=[629, 1175, 1042, 1491]
classified-ad: ΖΗΤΕΙΤΑΙ τουλάχιστον ύπαλληλος γραφείου συσκευασίας. Τηλ. 228-226. bbox=[910, 402, 1042, 440]
brief-title-children-camp: Η ΠΑΙΔΙΚΗ ΕΞΟΧΗ ΜΕΤΑΦΟΡΕΩΝ ΔΙΑ ΛΕΙΤΟΥΡΓΗΣΗ bbox=[432, 701, 608, 728]
raisin-story bbox=[14, 1131, 409, 1365]
theatre-ticket-line-2: Ταμείον Περιφερειακού ΕΟΤ Καβάλας Τηλ. 224425 bbox=[778, 2205, 1027, 2219]
brief-title-pork-prices: ΑΙ ΤΙΜΑΙ ΔΙΑΘΕΣΕΩΣ ΧΟΙΡΟΥ ΚΡΕΑΤΟΣ bbox=[1398, 1383, 1560, 1407]
optics-ad bbox=[423, 1218, 617, 1343]
classified-ad: ΦΙΛΟΛΟΓΟΣ παραδίδει μαθήματα κατ' οίκον. Τηλ. 235-103. bbox=[1050, 264, 1183, 302]
opap-announcement-body bbox=[1207, 1871, 1557, 2132]
doctor-listing: Ό ΓΕΩΡΓΙΟΣ Μ. ΠΑΠΑΔΗΜΗΤΡΙΟΥ Ορθοπεδικός χειρουργός. Αριστοτέλους 10. Τηλ. 221-821. bbox=[634, 1357, 826, 1396]
raisin-paragraph-1: ΑΘΗΝΑΙ, 30.— Υπό τήν προεδρίαν τοΰ υπουργού Εμπορίου κ. Αθ. Κανελλοπούλου, καί μέ τήν συμμετοχήν τοΰ υφυπουργού Συντονισμού κ. Ανδρεοπούλου, συνεκροτήθη σύσκεψις διά τό πρόβλημα τών εξαγωγών σταφίδος. Εξητάσθησαν τά μέτρα διά τήν ενίσχυσιν τών παραγωγών. bbox=[14, 1174, 207, 1285]
dei-logo-icon bbox=[629, 1503, 674, 1549]
classified-ad: ΑΠΩΛΕΣΘΗΣΑΝ πρός ταυτότητες άνδρών Π. Σ. Καραθανάση (Σερρών) καί κ. Σ. Χλάπα, δελτίο 2.000 δολλαρίων. Τηλ. 231-393. bbox=[629, 205, 761, 269]
